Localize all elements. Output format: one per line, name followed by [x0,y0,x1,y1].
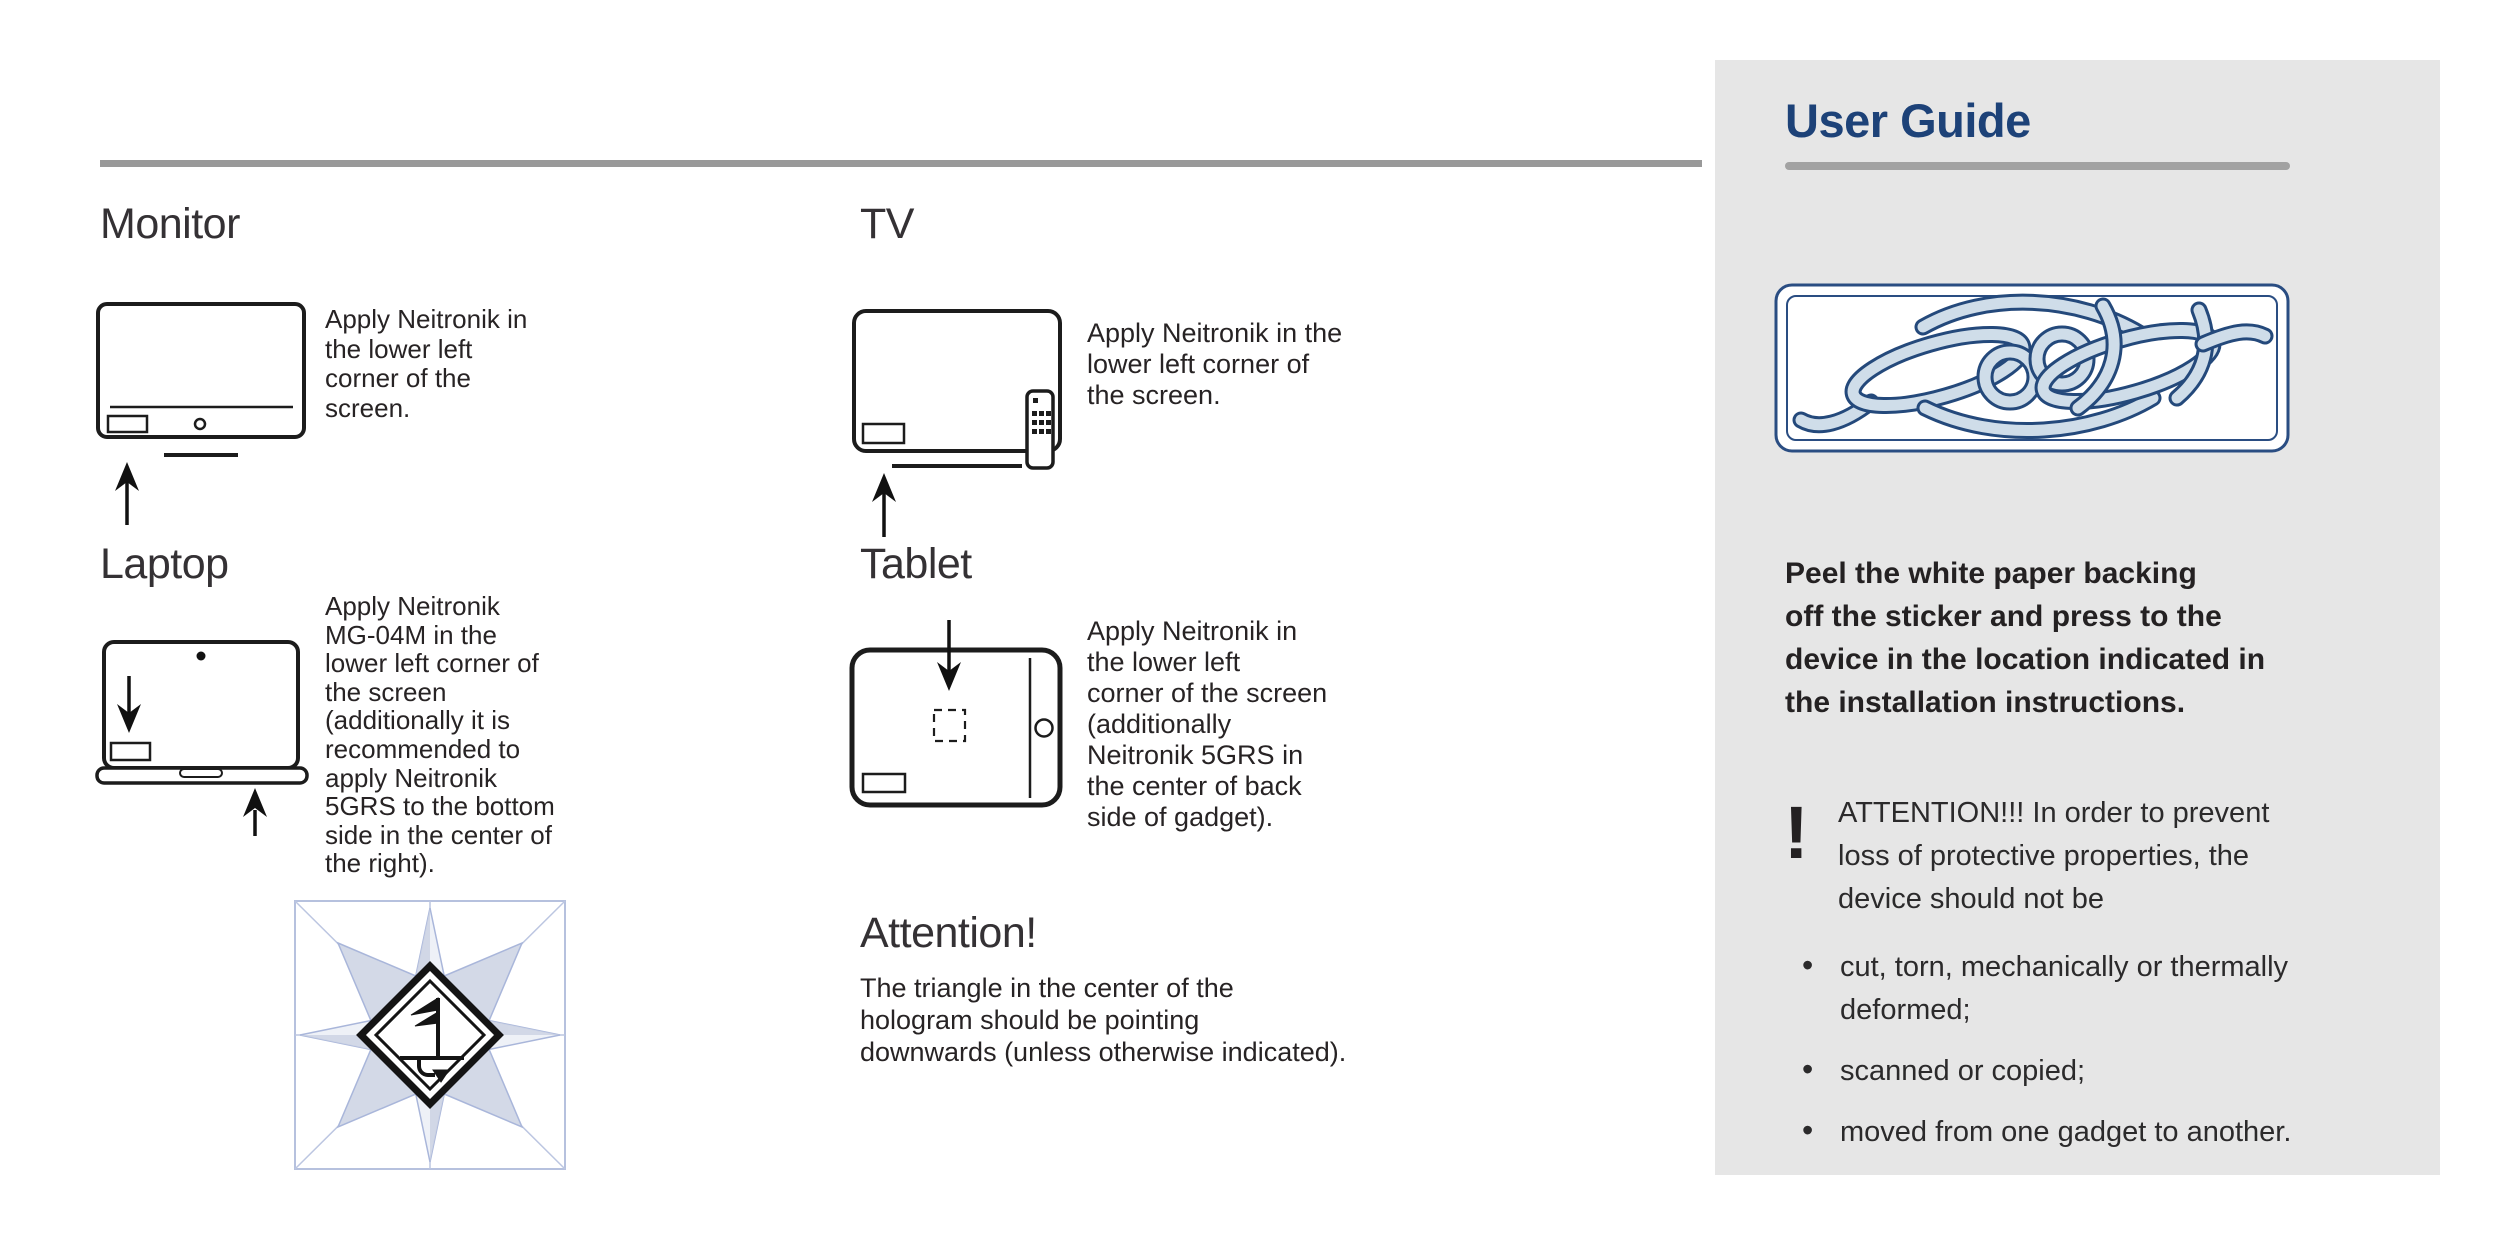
sticker-position-marker [108,416,147,432]
sticker-position-marker [863,424,904,443]
sticker-position-marker [111,743,150,760]
exclamation-icon: ! [1784,791,1809,874]
monitor-section-title: Monitor [100,200,240,248]
tv-icon [852,290,1067,540]
attention-heading: Attention! [860,909,1037,957]
tablet-description: Apply Neitronik in the lower left corner of the screen (additionally Neitronik 5GRS in the center of back side of gadget). [1087,616,1328,832]
sticker-knot-icon [1773,282,2291,454]
tv-description: Apply Neitronik in the lower left corner of the screen. [1087,318,1343,410]
attention-warning-text: ATTENTION!!! In order to prevent loss of protective properties, the device should not be [1838,797,2270,915]
panel-title: User Guide [1785,94,2031,147]
list-item: • cut, torn, mechanically or thermally deformed; [1800,946,2380,1032]
tablet-icon [849,618,1064,810]
monitor-icon [96,290,311,530]
arrow-up-icon [115,462,139,525]
arrow-up-icon [872,473,896,537]
attention-body: The triangle in the center of the hologram should be pointing downwards (unless otherwise indicated). [860,973,1347,1067]
arrow-up-icon [243,788,267,836]
top-divider [100,160,1702,167]
laptop-description: Apply Neitronik MG-04M in the lower left corner of the screen (additionally it is recommended to apply Neitronik 5GRS to the bottom side in the center of the right). [325,591,555,879]
hologram-star-icon [292,898,568,1172]
laptop-icon [95,636,310,841]
remote-control-icon [1027,391,1053,468]
tablet-section-title: Tablet [860,540,972,588]
restrictions-list [1800,946,2380,1172]
list-item: • moved from one gadget to another. [1800,1111,2380,1154]
list-item: • scanned or copied; [1800,1050,2380,1093]
tv-section-title: TV [860,200,914,248]
panel-title-underline [1785,162,2290,170]
laptop-section-title: Laptop [100,540,229,588]
monitor-description: Apply Neitronik in the lower left corner of the screen. [325,304,528,423]
sticker-position-marker [863,774,905,792]
peel-instruction: Peel the white paper backing off the sticker and press to the device in the location indicated in the installation instructions. [1785,557,2266,719]
